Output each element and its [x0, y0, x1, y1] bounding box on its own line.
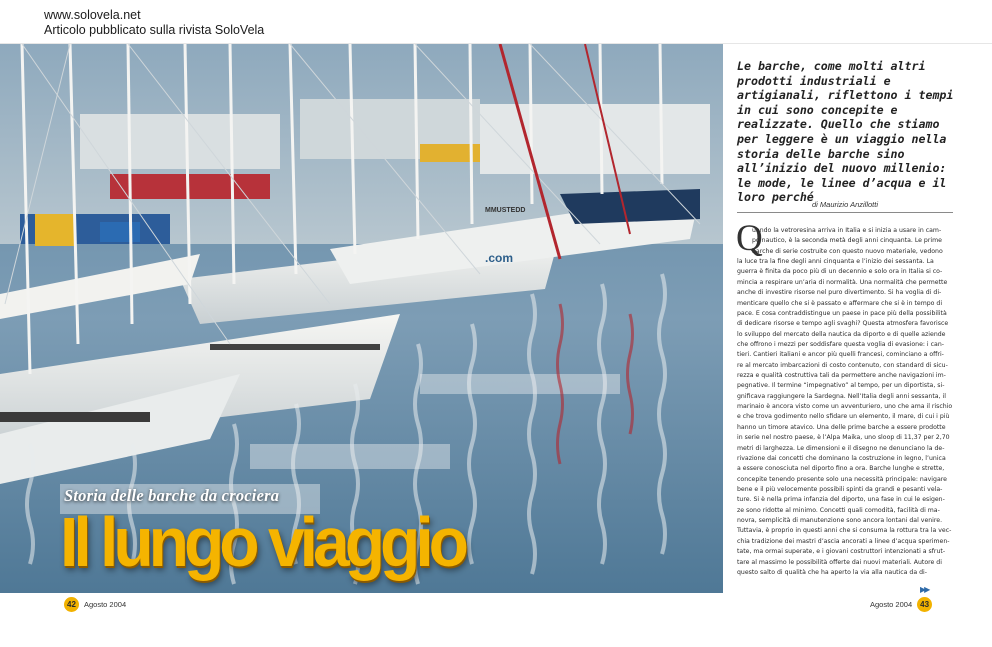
publication-note: Articolo pubblicato sulla rivista SoloVela [44, 23, 265, 37]
article-line: tieri. Cantieri italiani e ancor più quelli francesi, cominciano a offri- [737, 351, 944, 359]
article-line: bene e il più velocemente possibili spinti da grandi e pesanti vela- [737, 485, 943, 493]
hull-lettering-name: MMUSTEDD [485, 207, 526, 214]
article-line: la luce tra la fine degli anni cinquanta e l’inizio dei sessanta. La [737, 258, 934, 266]
article-line: ture. Si è nella prima infanzia del diporto, una fase in cui le esigen- [737, 496, 945, 504]
article-line: tate, ma ormai superate, e i giovani costruttori intenzionati a sfrut- [737, 548, 946, 556]
folio-right [870, 597, 932, 612]
folio-left [64, 597, 126, 612]
article-line: ze sono ridotte al minimo. Concetti quali comodità, facilità di ma- [737, 506, 940, 514]
site-header [44, 8, 264, 38]
page-number-right: 43 [917, 597, 932, 612]
article-line: menticare quello che si è passato e affermare che si è in tempo di [737, 299, 943, 307]
article-line: tare al massimo le possibilità offerte dai nuovi materiali. Autore di [737, 558, 942, 566]
article-line: e che trova godimento nello sfidare un elemento, il mare, di cui i più [737, 413, 950, 421]
article-line: che offrono i mezzi per soddisfare questa voglia di evasione: i can- [737, 340, 944, 348]
article-line: concepite tenendo presente solo una necessità principale: navigare [737, 475, 947, 483]
article-line: anche di investire risorse nel puro divertimento. Si ha voglia di di- [737, 289, 942, 297]
double-arrow-right-icon: ▶▶ [920, 585, 929, 594]
article-line: hanno un timore atavico. Una delle prime barche a essere prodotte [737, 423, 946, 431]
page-number-left: 42 [64, 597, 79, 612]
article-line: mincia a respirare un’aria di normalità. Una normalità che permette [737, 278, 948, 286]
article-line: re al mercato imbarcazioni di costo contenuto, con standard di sicu- [737, 361, 948, 369]
article-body [737, 226, 953, 578]
article-line: questo salto di qualità che ha aperto la via alla nautica da di- [737, 568, 927, 576]
article-line: guerra è finita da poco più di un decennio e solo ora in Italia si co- [737, 268, 943, 276]
article-line: barche di serie costruite con questo nuovo materiale, vedono [752, 247, 943, 255]
article-line: rivazione dai concetti che dominano la costruzione in legno, l’unica [737, 454, 946, 462]
article-kicker: Storia delle barche da crociera [64, 486, 280, 505]
article-line: pace. E cosa contraddistingue un paese in pace più della possibilità [737, 309, 947, 317]
article-line: marinaio è ancora visto come un avventuriero, uno che ama il rischio [737, 403, 953, 411]
article-line: lo sviluppo del mercato della nautica da diporto e di quelle aziende [737, 330, 946, 338]
issue-date-left: Agosto 2004 [84, 600, 127, 609]
article-line: chia tradizione dei mastri d’ascia ancorati a linee d’acqua sperimen- [737, 537, 950, 545]
article-intro: Le barche, come molti altri prodotti industriali e artigianali, riflettono i tempi in cui sono concepite e realizzate. Quello che stiamo per leggere è un viaggio nella storia delle barche sino all’inizio del nuovo millenio: le mode, le linee d’acqua e il loro perché [737, 59, 954, 205]
article-line: novra, semplicità di manutenzione sono ancora lontani dal venire. [737, 517, 943, 525]
article-line: pegnative. Il termine “impegnativo” al tempo, per un diportista, si- [737, 382, 945, 390]
byline: di Maurizio Anzillotti [812, 200, 878, 209]
issue-date-right: Agosto 2004 [870, 600, 913, 609]
article-line: in serie nel nostro paese, è l’Alpa Maika, uno sloop di 11,37 per 2,70 [737, 434, 950, 442]
article-line: di dedicare risorse e tempo agli svaghi? Questa atmosfera favorisce [737, 320, 949, 328]
article-headline: Il lungo viaggio [60, 502, 464, 581]
article-line: po nautico, è la seconda metà degli anni cinquanta. Le prime [752, 237, 942, 245]
article-line: metri di larghezza. Le dimensioni e il disegno ne denunciano la de- [737, 444, 945, 452]
article-line: rezza e qualità costruttiva tali da permettere anche navigazioni im- [737, 372, 946, 380]
article-line: gnificava raggiungere la Sardegna. Nell’Italia degli anni sessanta, il [737, 392, 946, 400]
hull-lettering-com: .com [485, 251, 514, 265]
article-line: Tuttavia, è proprio in questi anni che si consuma la rottura tra la vec- [737, 527, 952, 535]
article-line: a essere conosciuta nel diporto fino a ora. Barche lunghe e strette, [737, 465, 945, 473]
site-url[interactable]: www.solovela.net [44, 8, 141, 22]
article-line: uando la vetroresina arriva in Italia e si inizia a usare in cam- [752, 227, 942, 234]
drop-cap: Q [736, 218, 763, 259]
byline-divider [737, 212, 953, 213]
